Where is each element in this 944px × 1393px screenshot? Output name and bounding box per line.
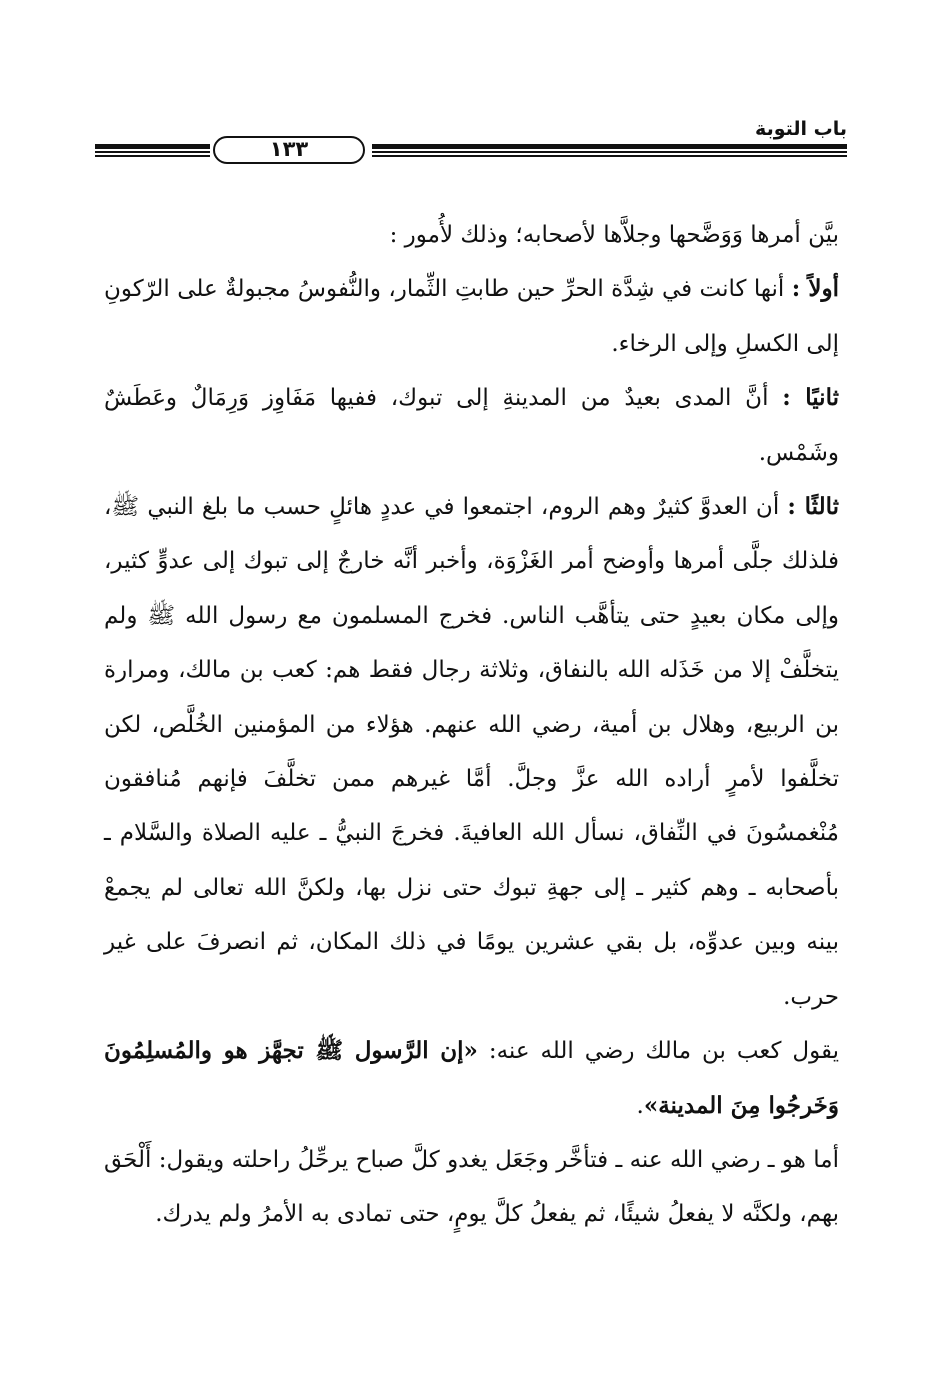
paragraph-second: [104, 371, 839, 480]
header-rule-left: [95, 144, 210, 158]
paragraph-final-text: أما هو ـ رضي الله عنه ـ فتأخَّر وجَعَل يغدو كلَّ صباح يرحِّلُ راحلته ويقول: أَلْحَق بهم، ولكنَّه لا يفعلُ شيئًا، ثم يفعلُ كلَّ يومٍ، حتى تمادى به الأمرُ ولم يدرك.: [104, 1146, 839, 1228]
point-lead-third: ثالثًا :: [787, 493, 839, 521]
paragraph-first-text: أنها كانت في شِدَّة الحرِّ حين طابتِ الثِّمار، والنُّفوسُ مجبولةٌ على الرّكونِ إلى الكسلِ وإلى الرخاء.: [104, 276, 839, 357]
point-lead-first: أولاً :: [791, 275, 839, 303]
paragraph-final: [104, 1133, 839, 1242]
paragraph-second-text: أنَّ المدى بعيدٌ من المدينةِ إلى تبوك، ففيها مَفَاوِز وَرِمَالٌ وعَطَشٌ وشَمْس.: [104, 385, 839, 466]
page-number: ١٣٣: [213, 136, 365, 164]
header-rule-right: [372, 144, 847, 158]
paragraph-intro: [104, 208, 839, 262]
paragraph-third: [104, 480, 839, 1024]
quote-intro: يقول كعب بن مالك رضي الله عنه:: [477, 1038, 839, 1065]
paragraph-quote: [104, 1024, 839, 1133]
paragraph-intro-text: بيَّن أمرها وَوَضَّحها وجلاَّها لأصحابه؛ وذلك لأُمور :: [389, 222, 839, 248]
point-lead-second: ثانيًا :: [782, 384, 839, 412]
quote-end: .: [636, 1092, 644, 1119]
paragraph-third-text: أن العدوَّ كثيرٌ وهم الروم، اجتمعوا في عددٍ هائلٍ حسب ما بلغ النبي ﷺ، فلذلك جلَّى أمرها وأوضح أمر الغَزْوَة، وأخبر أنَّه خارجٌ إلى تبوك إلى عدوٍّ كثير، وإلى مكان بعيدٍ حتى يتأهَّب الناس. فخرج المسلمون مع رسول الله ﷺ ولم يتخلَّفْ إلا من خَذَله الله بالنفاق، وثلاثة رجال فقط هم: كعب بن مالك، ومرارة بن الربيع، وهلال بن أمية، رضي الله عنهم. هؤلاء من المؤمنين الخُلَّص، لكن تخلَّفوا لأمرٍ أراده الله عزَّ وجلَّ. أمَّا غيرهم ممن تخلَّفَ فإنهم مُنافقون مُنْغمسُونَ في النِّفاق، نسأل الله العافيةَ. فخرجَ النبيُّ ـ عليه الصلاة والسَّلام ـ بأصحابه ـ وهم كثير ـ إلى جهةِ تبوك حتى نزل بها، ولكنَّ الله تعالى لم يجمعْ بينه وبين عدوِّه، بل بقي عشرين يومًا في ذلك المكان، ثم انصرفَ على غير حرب.: [104, 494, 839, 1010]
running-title: باب التوبة: [755, 118, 847, 140]
paragraph-first: [104, 262, 839, 371]
body-text: [104, 208, 839, 1242]
page-header: [95, 118, 847, 168]
hadith-quote: «إن الرَّسول ﷺ تجهَّز هو والمُسلِمُونَ وَخَرجُوا مِنَ المدينة»: [104, 1037, 839, 1119]
